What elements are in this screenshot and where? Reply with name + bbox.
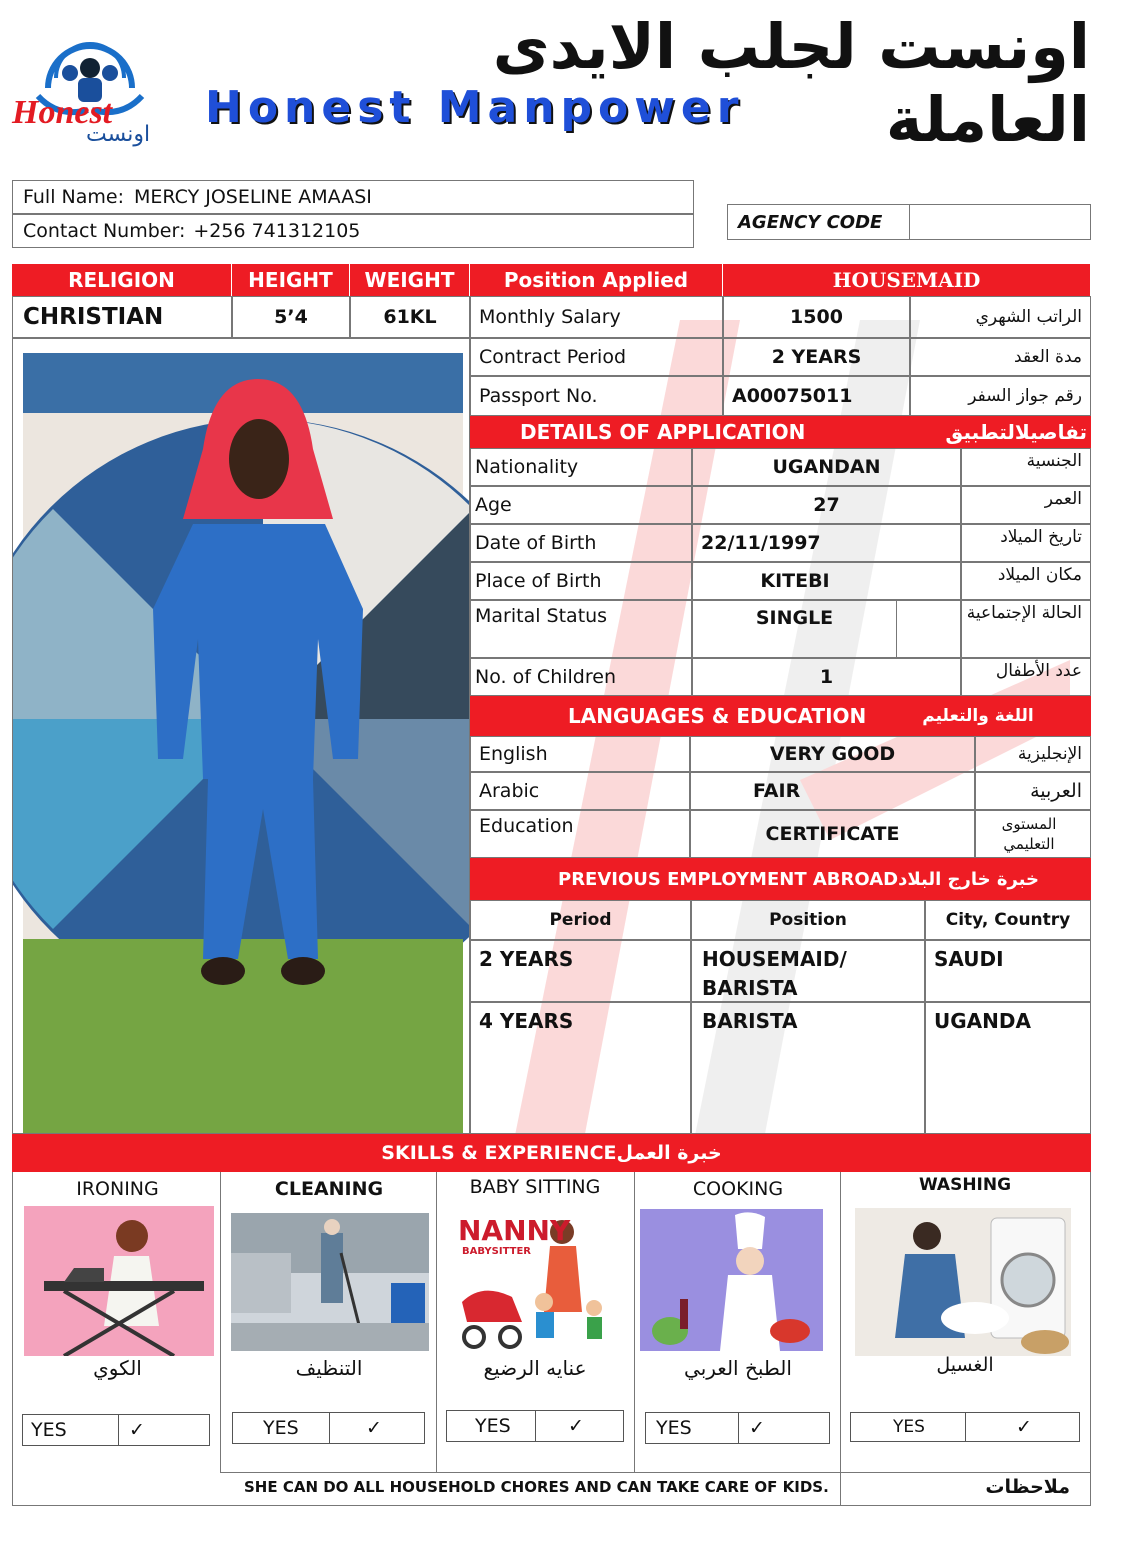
skill-washing-answer: [850, 1412, 1080, 1442]
agency-code-value: [909, 204, 1091, 240]
education-label: Education: [470, 810, 690, 858]
skill-washing-title: WASHING: [918, 1175, 1012, 1195]
contract-period-arabic: مدة العقد: [910, 338, 1091, 376]
height-value: 5’4: [232, 296, 350, 338]
employment-location-1: SAUDI: [925, 940, 1091, 1002]
full-name-label: Full Name:: [23, 186, 124, 208]
skill-ironing-title: IRONING: [76, 1178, 159, 1200]
employment-position-2: BARISTA: [691, 1002, 925, 1134]
employment-period-1: 2 YEARS: [470, 940, 691, 1002]
contact-label: Contact Number:: [23, 220, 186, 242]
salary-label: Monthly Salary: [470, 296, 723, 338]
logo-arabic: اونست: [86, 122, 151, 147]
age-value: 27: [692, 486, 961, 524]
position-applied-header: Position Applied: [470, 264, 723, 296]
skill-washing-arabic: الغسيل: [936, 1354, 994, 1376]
cleaning-check-icon: ✓: [366, 1417, 382, 1439]
passport-arabic: رقم جواز السفر: [910, 376, 1091, 416]
languages-title: LANGUAGES & EDUCATION: [568, 704, 867, 728]
weight-value: 61KL: [350, 296, 470, 338]
nationality-arabic: الجنسية: [961, 448, 1091, 486]
babysitter-logo-text: BABYSITTER: [462, 1246, 532, 1257]
agency-code-label: AGENCY CODE: [727, 204, 910, 240]
skill-babysitting-answer: [446, 1410, 624, 1442]
pob-label: Place of Birth: [470, 562, 692, 600]
employment-period-2: 4 YEARS: [470, 1002, 691, 1134]
children-label: No. of Children: [470, 658, 692, 696]
employment-title-arabic: خبرة خارج البلاد: [898, 868, 1040, 890]
religion-header: RELIGION: [12, 264, 232, 296]
age-arabic: العمر: [961, 486, 1091, 524]
skill-divider-2: [436, 1172, 437, 1472]
arabic-label: Arabic: [470, 772, 690, 810]
cooking-check-icon: ✓: [749, 1417, 765, 1439]
weight-header: WEIGHT: [350, 264, 470, 296]
english-company-title: Honest Manpower: [205, 82, 745, 133]
skill-cooking-arabic: الطبخ العربي: [684, 1356, 792, 1380]
skill-divider-3: [634, 1172, 635, 1472]
salary-arabic: الراتب الشهري: [910, 296, 1091, 338]
location-header: City, Country: [925, 900, 1091, 940]
nationality-value: UGANDAN: [692, 448, 961, 486]
contract-period-value: 2 YEARS: [723, 338, 910, 376]
salary-value: 1500: [723, 296, 910, 338]
remarks-divider: [840, 1472, 841, 1506]
cooking-image: [640, 1209, 823, 1351]
english-label: English: [470, 736, 690, 772]
remarks-text: SHE CAN DO ALL HOUSEHOLD CHORES AND CAN TAKE CARE OF KIDS.: [244, 1478, 829, 1496]
skill-cooking-answer: [645, 1412, 830, 1444]
cleaning-yes: YES: [233, 1413, 330, 1443]
remarks-separator: [220, 1472, 1091, 1473]
pob-value: KITEBI: [692, 562, 897, 600]
skills-title: SKILLS & EXPERIENCE: [381, 1142, 617, 1164]
details-title: DETAILS OF APPLICATION: [520, 420, 806, 444]
full-name-value: MERCY JOSELINE AMAASI: [133, 186, 372, 208]
skill-cleaning-title: CLEANING: [274, 1178, 384, 1200]
washing-yes: YES: [851, 1413, 966, 1441]
company-logo: [8, 18, 168, 148]
contract-period-label: Contract Period: [470, 338, 723, 376]
cooking-yes: YES: [646, 1413, 739, 1443]
period-header: Period: [470, 900, 691, 940]
washing-image: [855, 1208, 1071, 1356]
details-application-header: [470, 416, 1091, 448]
contact-value: +256 741312105: [193, 220, 361, 242]
arabic-arabic: العربية: [975, 772, 1091, 810]
employment-title: PREVIOUS EMPLOYMENT ABROAD: [558, 868, 899, 890]
skills-title-arabic: خبرة العمل: [616, 1142, 722, 1164]
skill-divider-4: [840, 1172, 841, 1472]
skill-divider-1: [220, 1172, 221, 1472]
skill-ironing-arabic: الكوي: [93, 1356, 142, 1380]
marital-spacer: [896, 600, 961, 658]
dob-label: Date of Birth: [470, 524, 692, 562]
skill-cleaning-arabic: التنظيف: [295, 1356, 363, 1380]
ironing-check-icon: ✓: [129, 1419, 145, 1441]
languages-header: [470, 696, 1091, 736]
skill-ironing-answer: [22, 1414, 210, 1446]
arabic-value: FAIR: [690, 772, 975, 810]
religion-value: CHRISTIAN: [12, 296, 232, 338]
height-header: HEIGHT: [232, 264, 350, 296]
age-label: Age: [470, 486, 692, 524]
washing-check-icon: ✓: [1016, 1416, 1032, 1438]
marital-value: SINGLE: [692, 600, 897, 658]
position-header: Position: [691, 900, 925, 940]
nationality-label: Nationality: [470, 448, 692, 486]
remarks-label-arabic: ملاحظات: [985, 1476, 1070, 1498]
position-value: HOUSEMAID: [723, 264, 1091, 296]
babysitting-yes: YES: [447, 1411, 536, 1441]
nanny-logo-text: NANNY: [458, 1214, 571, 1247]
dob-arabic: تاريخ الميلاد: [961, 524, 1091, 562]
skills-header: [12, 1134, 1091, 1172]
english-arabic: الإنجليزية: [975, 736, 1091, 772]
contact-row: [12, 214, 694, 248]
employment-header: [470, 858, 1091, 900]
education-value: CERTIFICATE: [690, 810, 975, 858]
languages-title-arabic: اللغة والتعليم: [922, 706, 1034, 726]
ironing-image: [24, 1206, 214, 1356]
pob-arabic: مكان الميلاد: [961, 562, 1091, 600]
passport-value: A00075011: [723, 376, 910, 416]
ironing-yes: YES: [23, 1415, 119, 1445]
english-value: VERY GOOD: [690, 736, 975, 772]
employment-location-2: UGANDA: [925, 1002, 1091, 1134]
arabic-company-title: اونست لجلب الايدى العاملة: [492, 10, 1090, 156]
employment-position-1: HOUSEMAID/ BARISTA: [691, 940, 925, 1002]
skill-babysitting-arabic: عنايه الرضيع: [483, 1356, 587, 1380]
marital-label: Marital Status: [470, 600, 692, 658]
children-arabic: عدد الأطفال: [961, 658, 1091, 696]
dob-value: 22/11/1997: [692, 524, 961, 562]
education-arabic: المستوى التعليمي: [975, 810, 1091, 858]
babysitting-image: [452, 1212, 612, 1357]
applicant-photo: [12, 338, 470, 1134]
children-value: 1: [692, 658, 961, 696]
logo-text: Honest: [12, 94, 113, 131]
full-name-row: [12, 180, 694, 214]
details-title-arabic: تفاصيلالتطبيق: [945, 420, 1088, 444]
skill-babysitting-title: BABY SITTING: [469, 1176, 601, 1198]
passport-label: Passport No.: [470, 376, 723, 416]
skill-cleaning-answer: [232, 1412, 425, 1444]
pob-spacer: [896, 562, 961, 600]
babysitting-check-icon: ✓: [568, 1415, 584, 1437]
marital-arabic: الحالة الإجتماعية: [961, 600, 1091, 658]
skill-cooking-title: COOKING: [692, 1178, 784, 1200]
cleaning-image: [231, 1213, 429, 1351]
